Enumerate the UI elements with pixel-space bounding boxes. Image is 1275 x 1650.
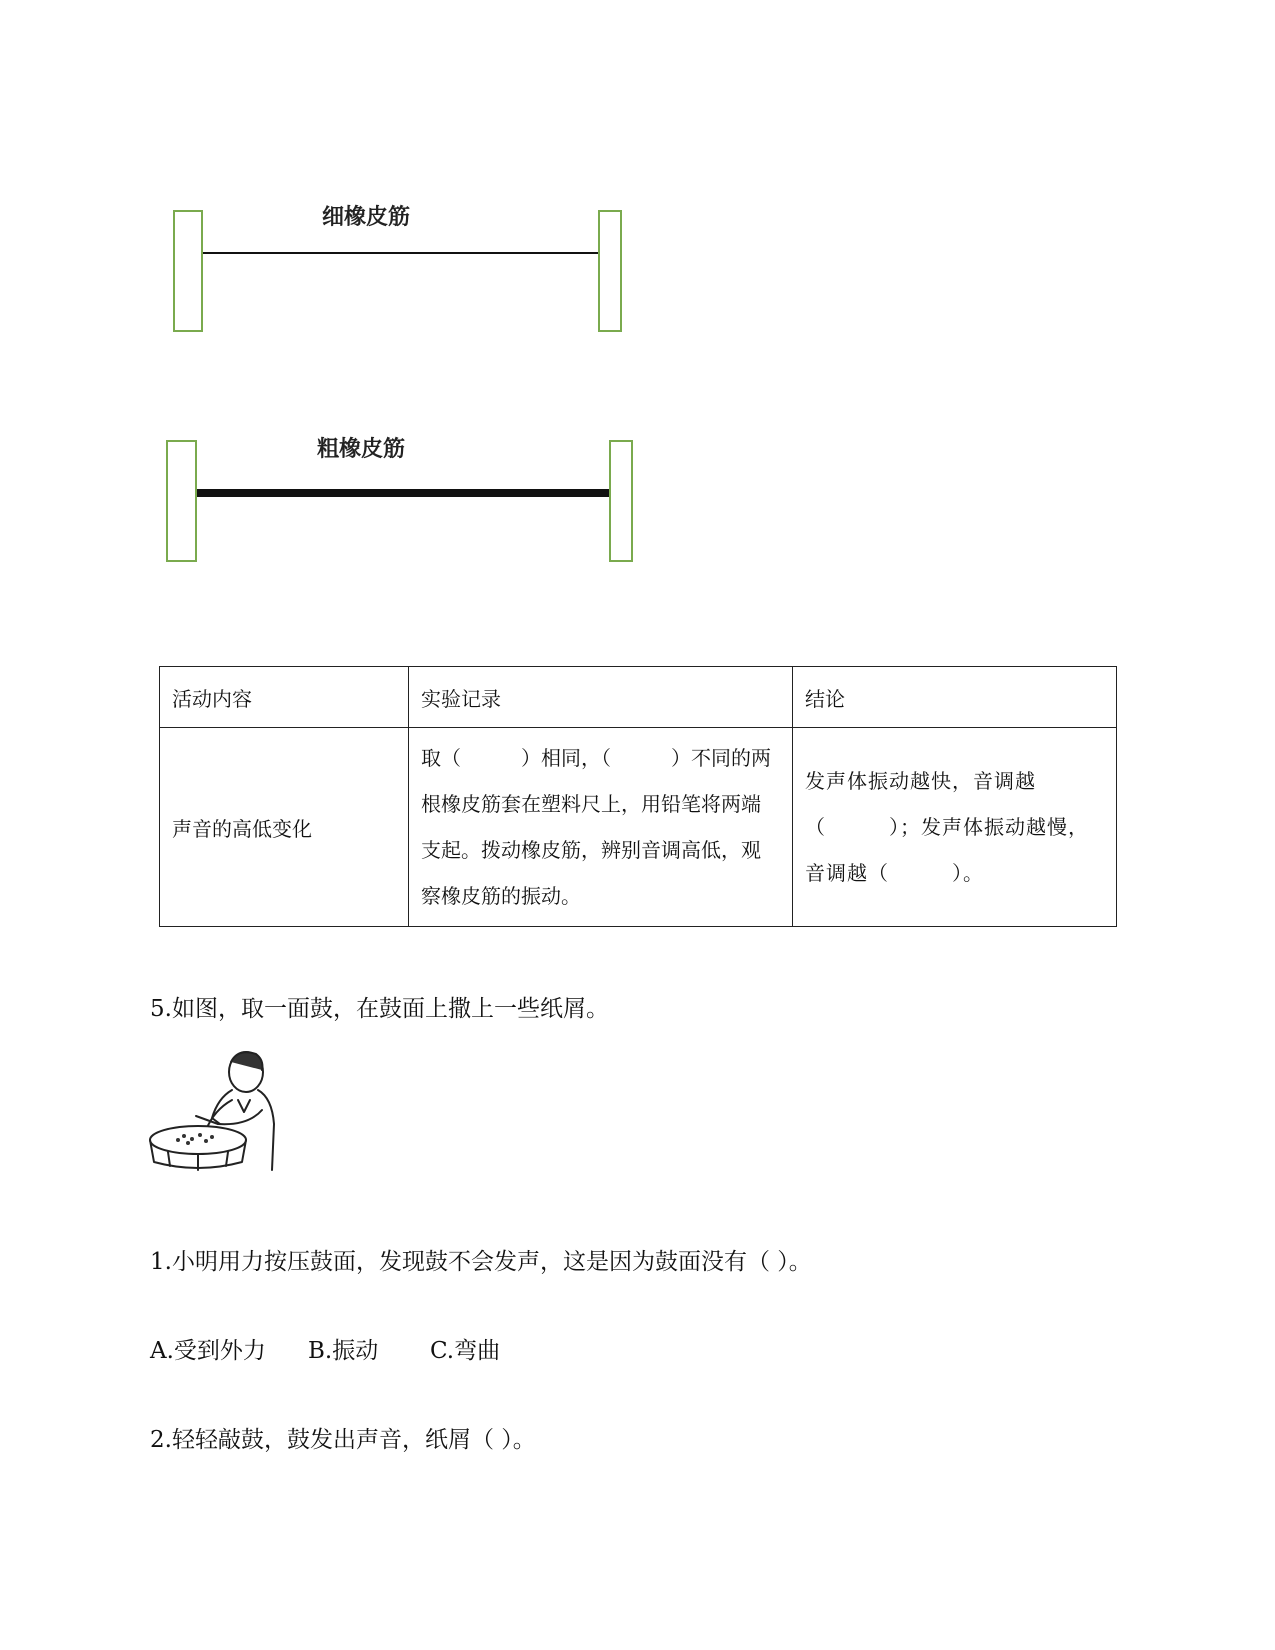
experiment-table <box>159 666 1117 927</box>
thick-band-left-post <box>166 440 197 562</box>
header-activity: 活动内容 <box>160 667 409 728</box>
activity-text: 声音的高低变化 <box>172 816 312 841</box>
table-header-row <box>160 667 1117 728</box>
cell-activity <box>160 728 409 927</box>
thin-band-left-post <box>173 210 203 332</box>
option-c: C.弯曲 <box>430 1338 501 1364</box>
header-record: 实验记录 <box>409 667 793 728</box>
cell-conclusion <box>793 728 1117 927</box>
thick-band-right-post <box>609 440 633 562</box>
thin-band-right-post <box>598 210 622 332</box>
question-5-text: 5.如图，取一面鼓，在鼓面上撒上一些纸屑。 <box>150 996 609 1022</box>
thin-band-line <box>203 252 598 254</box>
option-a: A.受到外力 <box>150 1338 266 1364</box>
option-b: B.振动 <box>308 1338 379 1364</box>
thick-band-line <box>197 489 609 497</box>
sub-question-2-text: 2.轻轻敲鼓，鼓发出声音，纸屑（ ）。 <box>150 1427 536 1453</box>
header-conclusion: 结论 <box>793 667 1117 728</box>
sub-question-1-text: 1.小明用力按压鼓面，发现鼓不会发声，这是因为鼓面没有（ ）。 <box>150 1249 812 1275</box>
conclusion-text: 发声体振动越快，音调越（ ）；发声体振动越慢，音调越（ ）。 <box>805 769 1089 885</box>
table-row <box>160 728 1117 927</box>
cell-record <box>409 728 793 927</box>
drum-illustration <box>148 1040 298 1180</box>
thin-band-label: 细橡皮筋 <box>322 205 411 230</box>
thick-band-label: 粗橡皮筋 <box>317 437 406 462</box>
record-text: 取（ ）相同，（ ）不同的两根橡皮筋套在塑料尺上，用铅笔将两端支起。拨动橡皮筋，辨别音调高低，观察橡皮筋的振动。 <box>421 746 771 908</box>
